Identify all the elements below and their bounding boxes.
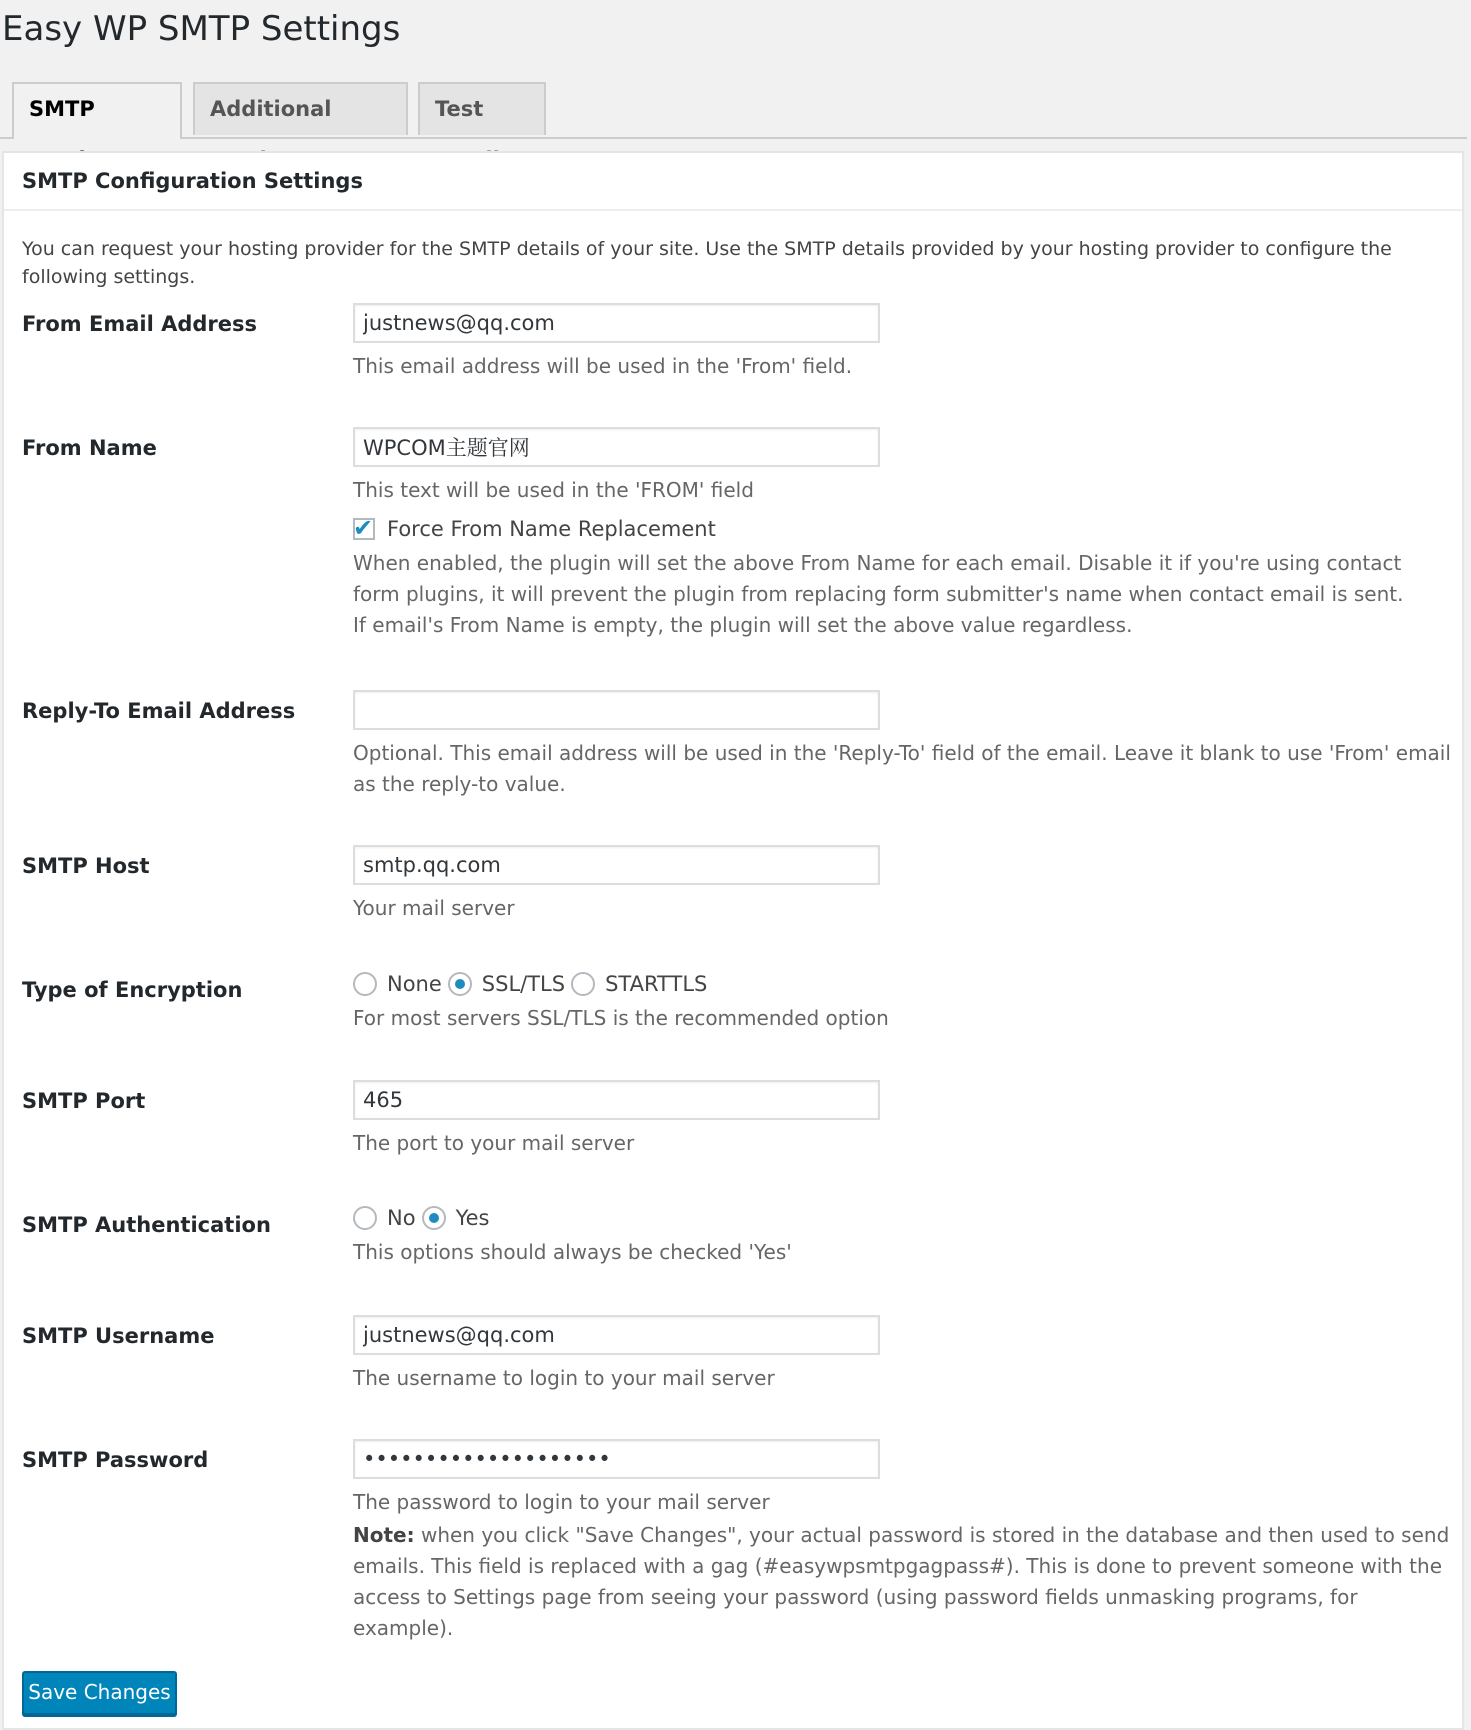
smtp-host-label: SMTP Host bbox=[22, 854, 150, 878]
encryption-ssl-radio[interactable] bbox=[448, 972, 472, 996]
tab-additional-settings[interactable]: Additional bbox=[193, 82, 408, 135]
encryption-label: Type of Encryption bbox=[22, 978, 243, 1002]
from-name-row bbox=[353, 427, 1453, 641]
note-label: Note: bbox=[353, 1523, 415, 1547]
settings-panel bbox=[2, 151, 1464, 1730]
encryption-starttls-radio[interactable] bbox=[571, 972, 595, 996]
from-email-row bbox=[353, 303, 1453, 382]
from-email-label: From Email Address bbox=[22, 312, 257, 336]
password-label: SMTP Password bbox=[22, 1448, 209, 1472]
force-from-name-label[interactable]: Force From Name Replacement bbox=[387, 517, 716, 541]
username-input[interactable] bbox=[353, 1315, 880, 1355]
force-from-name-row bbox=[353, 514, 1453, 544]
tab-smtp-settings[interactable]: SMTP bbox=[12, 82, 182, 139]
password-input[interactable] bbox=[353, 1439, 880, 1479]
from-email-input[interactable] bbox=[353, 303, 880, 343]
reply-to-desc: Optional. This email address will be used in the 'Reply-To' field of the email. Leave it blank to use 'From' email as the reply-to value. bbox=[353, 741, 1451, 796]
encryption-desc: For most servers SSL/TLS is the recommended option bbox=[353, 1006, 889, 1030]
force-desc-line-1: When enabled, the plugin will set the above From Name for each email. Disable it if you're using contact form plugins, it will prevent the plugin from replacing form submitter's name when contact email is sent. bbox=[353, 551, 1404, 606]
smtp-host-row bbox=[353, 845, 1453, 924]
tab-test-email[interactable]: Test bbox=[418, 82, 546, 135]
tab-bar bbox=[0, 82, 1467, 139]
encryption-row bbox=[353, 969, 1453, 1034]
encryption-options bbox=[353, 969, 1453, 999]
smtp-port-row bbox=[353, 1080, 1453, 1159]
panel-heading: SMTP Configuration Settings bbox=[4, 153, 1462, 211]
from-name-desc: This text will be used in the 'FROM' field bbox=[353, 478, 754, 502]
encryption-none-radio[interactable] bbox=[353, 972, 377, 996]
encryption-ssl-label[interactable]: SSL/TLS bbox=[481, 972, 566, 996]
auth-row bbox=[353, 1203, 1453, 1268]
from-name-label: From Name bbox=[22, 436, 157, 460]
reply-to-input[interactable] bbox=[353, 690, 880, 730]
reply-to-row bbox=[353, 690, 1453, 800]
page-title: Easy WP SMTP Settings bbox=[2, 9, 401, 49]
auth-desc: This options should always be checked 'Yes' bbox=[353, 1240, 792, 1264]
smtp-port-desc: The port to your mail server bbox=[353, 1131, 635, 1155]
force-desc-line-2: If email's From Name is empty, the plugin will set the above value regardless. bbox=[353, 613, 1133, 637]
encryption-starttls-label[interactable]: STARTTLS bbox=[605, 972, 708, 996]
from-email-desc: This email address will be used in the 'From' field. bbox=[353, 354, 853, 378]
auth-yes-radio[interactable] bbox=[422, 1206, 446, 1230]
reply-to-label: Reply-To Email Address bbox=[22, 699, 296, 723]
password-note bbox=[353, 1520, 1453, 1644]
smtp-host-desc: Your mail server bbox=[353, 896, 515, 920]
note-text: when you click "Save Changes", your actual password is stored in the database and then used to send emails. This field is replaced with a gag (#easywpsmtpgagpass#). This is done to prevent someone with the access to Settings page from seeing your password (using password fields unmasking programs, for example). bbox=[353, 1523, 1450, 1640]
auth-no-radio[interactable] bbox=[353, 1206, 377, 1230]
auth-no-label[interactable]: No bbox=[387, 1206, 416, 1230]
password-desc: The password to login to your mail server bbox=[353, 1490, 770, 1514]
username-row bbox=[353, 1315, 1453, 1394]
force-from-name-checkbox[interactable] bbox=[353, 514, 375, 542]
from-name-input[interactable] bbox=[353, 427, 880, 467]
checkmark-icon: ✔ bbox=[353, 514, 374, 542]
auth-options bbox=[353, 1203, 1453, 1233]
intro-text: You can request your hosting provider for the SMTP details of your site. Use the SMTP details provided by your hosting provider to configure the following settings. bbox=[22, 238, 1392, 288]
encryption-none-label[interactable]: None bbox=[387, 972, 442, 996]
smtp-port-label: SMTP Port bbox=[22, 1089, 146, 1113]
smtp-port-input[interactable] bbox=[353, 1080, 880, 1120]
auth-label: SMTP Authentication bbox=[22, 1213, 271, 1237]
smtp-host-input[interactable] bbox=[353, 845, 880, 885]
password-row bbox=[353, 1439, 1453, 1644]
username-label: SMTP Username bbox=[22, 1324, 215, 1348]
force-from-name-desc bbox=[353, 548, 1453, 641]
save-changes-button[interactable]: Save Changes bbox=[22, 1671, 177, 1715]
auth-yes-label[interactable]: Yes bbox=[455, 1206, 490, 1230]
username-desc: The username to login to your mail server bbox=[353, 1366, 775, 1390]
